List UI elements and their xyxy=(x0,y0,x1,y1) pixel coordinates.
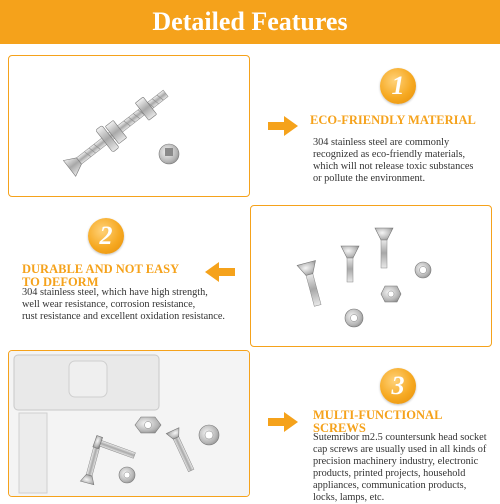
arrow-left-icon xyxy=(205,262,235,282)
product-photo-screw-nut-assembly xyxy=(8,55,250,197)
screws-in-storage-box-image xyxy=(9,351,249,496)
feature-heading-3: MULTI-FUNCTIONAL SCREWS xyxy=(313,408,443,435)
header-banner xyxy=(0,0,500,44)
feature-description-2: 304 stainless steel, which have high strength, well wear resistance, corrosion resistance, rust resistance and excellent oxidation resistance. xyxy=(22,287,226,322)
feature-description-1: 304 stainless steel are commonly recognized as eco-friendly materials, which will not release toxic substances or pollute the environment. xyxy=(313,137,474,184)
screw-with-nuts-image xyxy=(9,56,249,196)
feature-number-badge-3: 3 xyxy=(380,368,416,404)
feature-number-badge-2: 2 xyxy=(88,218,124,254)
product-photo-storage-box xyxy=(8,350,250,497)
feature-heading-1: ECO-FRIENDLY MATERIAL xyxy=(310,113,476,127)
arrow-right-icon xyxy=(268,412,298,432)
screws-washers-nuts-image xyxy=(251,206,491,346)
product-photo-screws-washers xyxy=(250,205,492,347)
feature-heading-2: DURABLE AND NOT EASY TO DEFORM xyxy=(22,262,180,289)
arrow-right-icon xyxy=(268,116,298,136)
page-title: Detailed Features xyxy=(152,7,348,36)
feature-description-3: Sutemribor m2.5 countersunk head socket cap screws are usually used in all kinds of precision machinery industry, electronic products, printed projects, household appliances, communication products, locks, lamps, etc. xyxy=(313,432,487,503)
feature-number-badge-1: 1 xyxy=(380,68,416,104)
